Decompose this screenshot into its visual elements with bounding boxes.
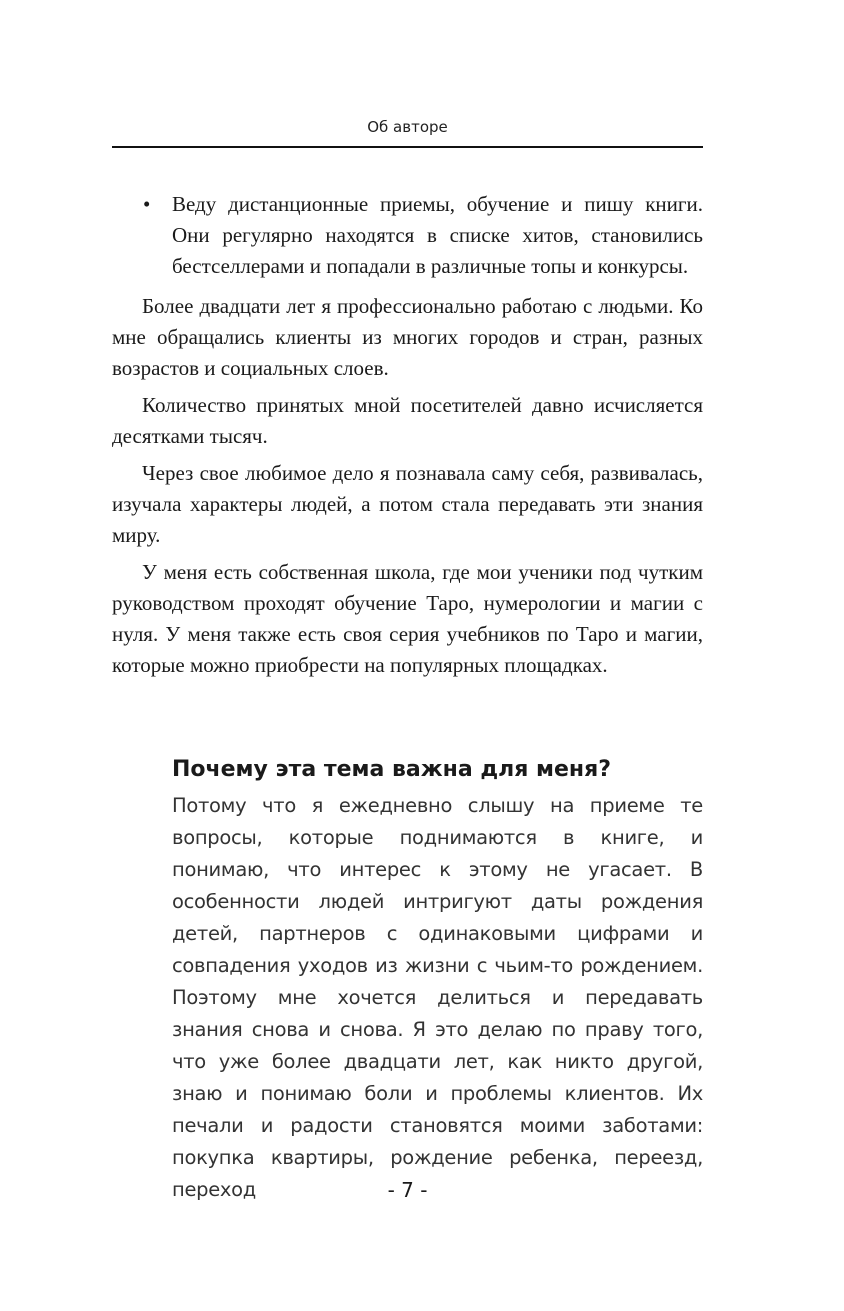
paragraph: У меня есть собственная школа, где мои ученики под чутким руководством проходят обучение Таро, нумерологии и магии с нуля. У меня также есть своя серия учебников по Таро и магии, которые можно приобрести на популярных площадках. xyxy=(112,560,703,677)
bullet-text: Веду дистанционные приемы, обучение и пишу книги. Они регулярно находятся в списке хитов, становились бестселлерами и попадали в различные топы и конкурсы. xyxy=(172,192,703,278)
section-why-important xyxy=(172,754,703,1206)
page-number: - 7 - xyxy=(387,1178,428,1202)
paragraph: Более двадцати лет я профессионально работаю с людьми. Ко мне обращались клиенты из многих городов и стран, разных возрастов и социальных слоев. xyxy=(112,294,703,380)
bullet-list-item xyxy=(112,189,703,282)
header-rule xyxy=(112,146,703,148)
paragraph: Через свое любимое дело я познавала саму себя, развивалась, изучала характеры людей, а потом стала передавать эти знания миру. xyxy=(112,461,703,547)
section-heading: Почему эта тема важна для меня? xyxy=(172,757,612,782)
bullet-icon: • xyxy=(143,192,151,216)
section-body: Потому что я ежедневно слышу на приеме те вопросы, которые поднимаются в книге, и понимаю, что интерес к этому не угасает. В особенности людей интригуют даты рождения детей, партнеров с одинаковыми цифрами и совпадения уходов из жизни с чьим-то рождением. Поэтому мне хочется делиться и передавать знания снова и снова. Я это делаю по праву того, что уже более двадцати лет, как никто другой, знаю и понимаю боли и проблемы клиентов. Их печали и радости становятся моими заботами: покупка квартиры, рождение ребенка, переезд, переход xyxy=(172,794,703,1201)
paragraph: Количество принятых мной посетителей давно исчисляется десятками тысяч. xyxy=(112,393,703,448)
running-header: Об авторе xyxy=(367,118,448,136)
main-text xyxy=(112,189,703,687)
